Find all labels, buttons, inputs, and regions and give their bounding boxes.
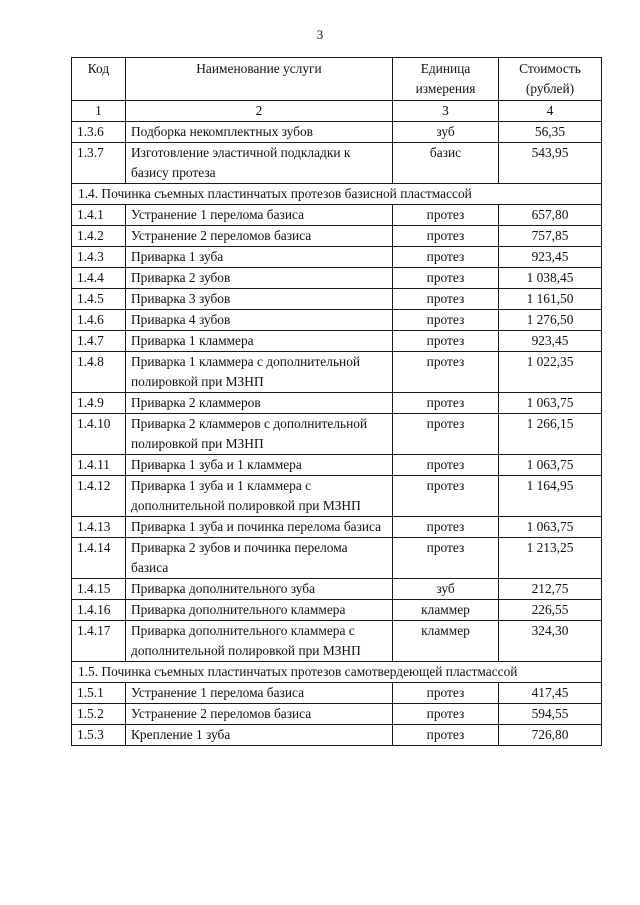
table-row: [72, 600, 602, 621]
header-name: Наименование услуги: [126, 58, 393, 101]
cell-code: 1.4.17: [72, 621, 126, 662]
cell-unit: протез: [393, 205, 499, 226]
cell-unit: протез: [393, 517, 499, 538]
cell-code: 1.4.16: [72, 600, 126, 621]
table-row: [72, 393, 602, 414]
column-number: 1: [72, 101, 126, 122]
cell-code: 1.4.7: [72, 331, 126, 352]
cell-unit: протез: [393, 725, 499, 746]
cell-unit: протез: [393, 704, 499, 725]
table-row: [72, 455, 602, 476]
cell-name: Устранение 1 перелома базиса: [126, 683, 393, 704]
cell-name: Приварка 1 зуба и 1 кламмера: [126, 455, 393, 476]
cell-price: 56,35: [499, 122, 602, 143]
cell-name: Приварка 1 кламмера: [126, 331, 393, 352]
cell-price: 1 276,50: [499, 310, 602, 331]
cell-code: 1.4.13: [72, 517, 126, 538]
cell-unit: протез: [393, 683, 499, 704]
cell-code: 1.4.12: [72, 476, 126, 517]
cell-name: Приварка 1 зуба: [126, 247, 393, 268]
cell-name: Подборка некомплектных зубов: [126, 122, 393, 143]
table-row: [72, 414, 602, 455]
cell-price: 212,75: [499, 579, 602, 600]
table-row: [72, 683, 602, 704]
table-row: [72, 621, 602, 662]
cell-price: 1 038,45: [499, 268, 602, 289]
table-header-row: [72, 58, 602, 101]
cell-name: Крепление 1 зуба: [126, 725, 393, 746]
cell-code: 1.4.1: [72, 205, 126, 226]
cell-name: Приварка 2 зубов и починка перелома базиса: [126, 538, 393, 579]
cell-name: Устранение 2 переломов базиса: [126, 704, 393, 725]
cell-unit: зуб: [393, 579, 499, 600]
section-title: 1.5. Починка съемных пластинчатых протезов самотвердеющей пластмассой: [72, 662, 602, 683]
section-row: [72, 184, 602, 205]
cell-name: Приварка дополнительного кламмера: [126, 600, 393, 621]
cell-name: Приварка 1 кламмера с дополнительной полировкой при МЗНП: [126, 352, 393, 393]
cell-unit: зуб: [393, 122, 499, 143]
cell-unit: протез: [393, 476, 499, 517]
price-table-body: [72, 58, 602, 746]
cell-code: 1.4.3: [72, 247, 126, 268]
column-number: 4: [499, 101, 602, 122]
section-title: 1.4. Починка съемных пластинчатых протезов базисной пластмассой: [72, 184, 602, 205]
table-row: [72, 517, 602, 538]
cell-unit: протез: [393, 226, 499, 247]
cell-name: Приварка 2 кламмеров с дополнительной полировкой при МЗНП: [126, 414, 393, 455]
cell-code: 1.4.5: [72, 289, 126, 310]
cell-name: Устранение 2 переломов базиса: [126, 226, 393, 247]
cell-name: Приварка дополнительного кламмера с дополнительной полировкой при МЗНП: [126, 621, 393, 662]
table-row: [72, 143, 602, 184]
cell-name: Устранение 1 перелома базиса: [126, 205, 393, 226]
table-row: [72, 205, 602, 226]
cell-unit: протез: [393, 331, 499, 352]
cell-price: 757,85: [499, 226, 602, 247]
cell-price: 1 266,15: [499, 414, 602, 455]
cell-price: 417,45: [499, 683, 602, 704]
cell-price: 324,30: [499, 621, 602, 662]
cell-code: 1.4.9: [72, 393, 126, 414]
cell-code: 1.4.4: [72, 268, 126, 289]
cell-price: 1 213,25: [499, 538, 602, 579]
table-row: [72, 310, 602, 331]
cell-unit: протез: [393, 538, 499, 579]
cell-name: Приварка 3 зубов: [126, 289, 393, 310]
header-price: Стоимость (рублей): [499, 58, 602, 101]
table-row: [72, 268, 602, 289]
cell-unit: протез: [393, 268, 499, 289]
cell-unit: протез: [393, 247, 499, 268]
cell-code: 1.4.2: [72, 226, 126, 247]
table-row: [72, 122, 602, 143]
cell-code: 1.4.15: [72, 579, 126, 600]
cell-name: Приварка дополнительного зуба: [126, 579, 393, 600]
cell-code: 1.4.11: [72, 455, 126, 476]
cell-price: 543,95: [499, 143, 602, 184]
cell-name: Приварка 2 кламмеров: [126, 393, 393, 414]
cell-price: 726,80: [499, 725, 602, 746]
page-number: 3: [316, 27, 324, 42]
cell-unit: протез: [393, 352, 499, 393]
cell-unit: базис: [393, 143, 499, 184]
cell-unit: протез: [393, 455, 499, 476]
cell-unit: протез: [393, 414, 499, 455]
header-code: Код: [72, 58, 126, 101]
column-number: 3: [393, 101, 499, 122]
table-row: [72, 538, 602, 579]
table-row: [72, 247, 602, 268]
cell-code: 1.4.14: [72, 538, 126, 579]
cell-code: 1.5.2: [72, 704, 126, 725]
cell-unit: протез: [393, 289, 499, 310]
cell-price: 1 063,75: [499, 455, 602, 476]
cell-code: 1.4.10: [72, 414, 126, 455]
table-row: [72, 226, 602, 247]
cell-code: 1.5.3: [72, 725, 126, 746]
table-row: [72, 331, 602, 352]
table-row: [72, 725, 602, 746]
cell-price: 1 164,95: [499, 476, 602, 517]
cell-price: 923,45: [499, 331, 602, 352]
cell-price: 1 063,75: [499, 393, 602, 414]
cell-code: 1.3.6: [72, 122, 126, 143]
cell-name: Приварка 2 зубов: [126, 268, 393, 289]
cell-price: 226,55: [499, 600, 602, 621]
cell-price: 594,55: [499, 704, 602, 725]
cell-unit: кламмер: [393, 621, 499, 662]
table-row: [72, 579, 602, 600]
header-unit: Единица измерения: [393, 58, 499, 101]
cell-price: 657,80: [499, 205, 602, 226]
column-numbers-row: [72, 101, 602, 122]
cell-price: 1 022,35: [499, 352, 602, 393]
column-number: 2: [126, 101, 393, 122]
cell-name: Приварка 1 зуба и починка перелома базиса: [126, 517, 393, 538]
table-row: [72, 289, 602, 310]
cell-name: Приварка 1 зуба и 1 кламмера с дополнительной полировкой при МЗНП: [126, 476, 393, 517]
cell-unit: протез: [393, 310, 499, 331]
cell-code: 1.5.1: [72, 683, 126, 704]
cell-unit: кламмер: [393, 600, 499, 621]
cell-price: 1 161,50: [499, 289, 602, 310]
table-row: [72, 352, 602, 393]
table-row: [72, 476, 602, 517]
table-row: [72, 704, 602, 725]
cell-unit: протез: [393, 393, 499, 414]
cell-code: 1.4.8: [72, 352, 126, 393]
cell-price: 1 063,75: [499, 517, 602, 538]
cell-code: 1.3.7: [72, 143, 126, 184]
cell-name: Изготовление эластичной подкладки к базису протеза: [126, 143, 393, 184]
section-row: [72, 662, 602, 683]
price-table: [71, 57, 602, 746]
cell-price: 923,45: [499, 247, 602, 268]
cell-code: 1.4.6: [72, 310, 126, 331]
cell-name: Приварка 4 зубов: [126, 310, 393, 331]
